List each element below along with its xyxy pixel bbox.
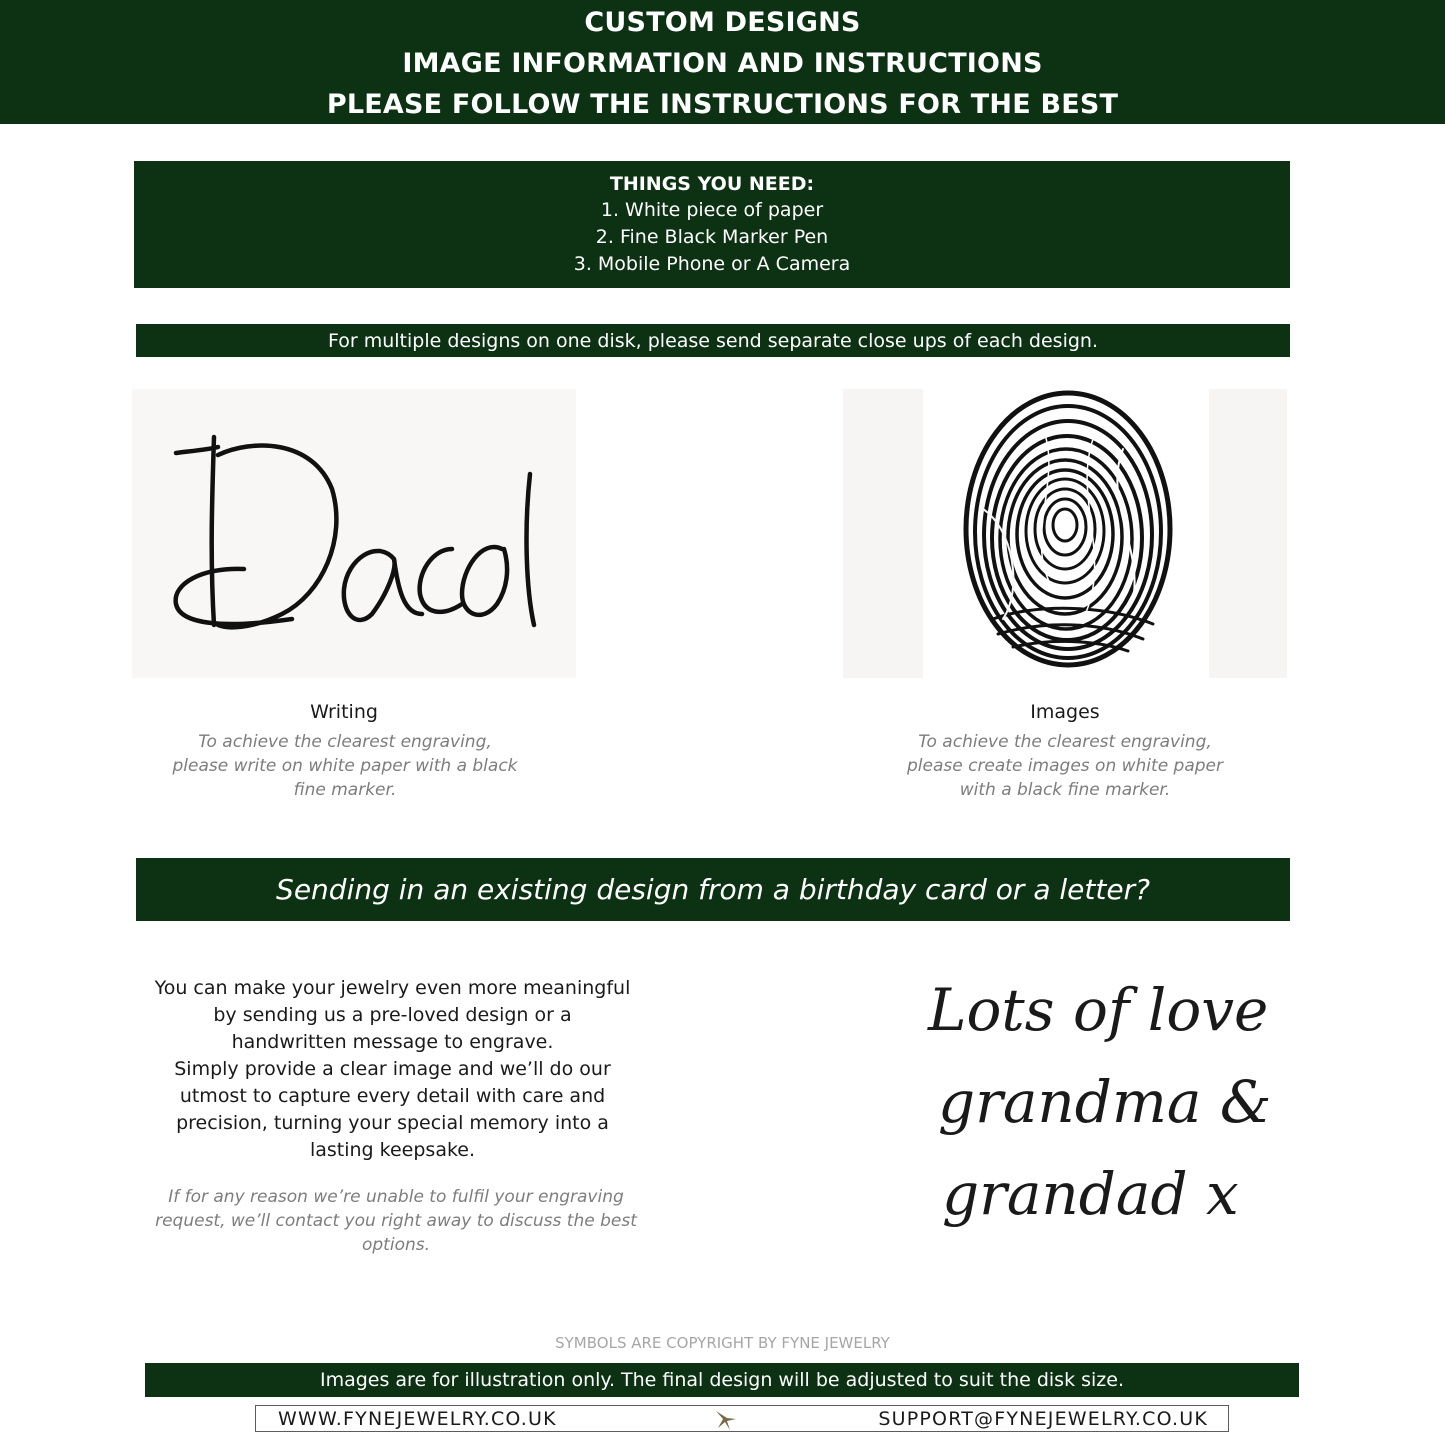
footer-contact-box <box>255 1405 1229 1432</box>
needs-item: 2. Fine Black Marker Pen <box>595 226 829 248</box>
images-caption-title: Images <box>1030 701 1100 723</box>
caption-line: please create images on white paper <box>906 756 1224 776</box>
support-email-link[interactable]: SUPPORT@FYNEJEWELRY.CO.UK <box>878 1408 1208 1430</box>
script-line: grandad x <box>942 1160 1239 1228</box>
images-caption-text <box>880 730 1250 802</box>
script-line: Lots of love <box>928 976 1269 1044</box>
writing-sample-image <box>132 389 576 678</box>
things-you-need-box <box>134 161 1290 288</box>
top-banner <box>0 0 1445 124</box>
note-line: If for any reason we’re unable to fulfil your engraving <box>168 1187 624 1207</box>
body-line: by sending us a pre-loved design or a <box>213 1004 572 1026</box>
header-subtitle: IMAGE INFORMATION AND INSTRUCTIONS <box>402 48 1043 79</box>
body-line: You can make your jewelry even more meaningful <box>154 977 631 999</box>
body-paragraph <box>140 975 645 1164</box>
fingerprint-icon <box>953 389 1183 678</box>
body-line: Simply provide a clear image and we’ll do our <box>174 1058 611 1080</box>
multiple-designs-notice: For multiple designs on one disk, please send separate close ups of each design. <box>136 324 1290 357</box>
illustration-notice: Images are for illustration only. The final design will be adjusted to suit the disk size. <box>145 1363 1299 1397</box>
sparkle-icon <box>714 1407 738 1431</box>
writing-caption-text <box>150 730 540 802</box>
writing-caption-title: Writing <box>310 701 378 723</box>
panel-side <box>843 389 923 678</box>
note-line: options. <box>361 1235 431 1255</box>
existing-design-heading: Sending in an existing design from a birthday card or a letter? <box>136 858 1290 921</box>
note-line: request, we’ll contact you right away to discuss the best <box>155 1211 637 1231</box>
website-link[interactable]: WWW.FYNEJEWELRY.CO.UK <box>278 1408 557 1430</box>
header-instruction: PLEASE FOLLOW THE INSTRUCTIONS FOR THE BEST <box>326 89 1119 120</box>
copyright-notice: SYMBOLS ARE COPYRIGHT BY FYNE JEWELRY <box>555 1334 890 1352</box>
script-line: grandma & <box>938 1068 1272 1136</box>
header-title: CUSTOM DESIGNS <box>584 7 861 38</box>
body-line: utmost to capture every detail with care and <box>179 1085 606 1107</box>
caption-line: To achieve the clearest engraving, <box>918 732 1212 752</box>
dad-handwriting-drawing <box>132 389 576 678</box>
body-line: lasting keepsake. <box>309 1139 476 1161</box>
note-paragraph <box>150 1185 642 1257</box>
caption-line: fine marker. <box>293 780 397 800</box>
caption-line: To achieve the clearest engraving, <box>198 732 492 752</box>
handwritten-message-sample <box>900 960 1280 1260</box>
body-line: handwritten message to engrave. <box>231 1031 554 1053</box>
handwritten-message-drawing <box>900 960 1280 1260</box>
caption-line: please write on white paper with a black <box>172 756 518 776</box>
needs-item: 1. White piece of paper <box>600 199 824 221</box>
things-you-need-title: THINGS YOU NEED: <box>609 173 815 195</box>
images-sample-panel <box>843 389 1287 678</box>
body-line: precision, turning your special memory into a <box>176 1112 609 1134</box>
panel-side <box>1209 389 1287 678</box>
needs-item: 3. Mobile Phone or A Camera <box>573 253 851 275</box>
caption-line: with a black fine marker. <box>959 780 1171 800</box>
